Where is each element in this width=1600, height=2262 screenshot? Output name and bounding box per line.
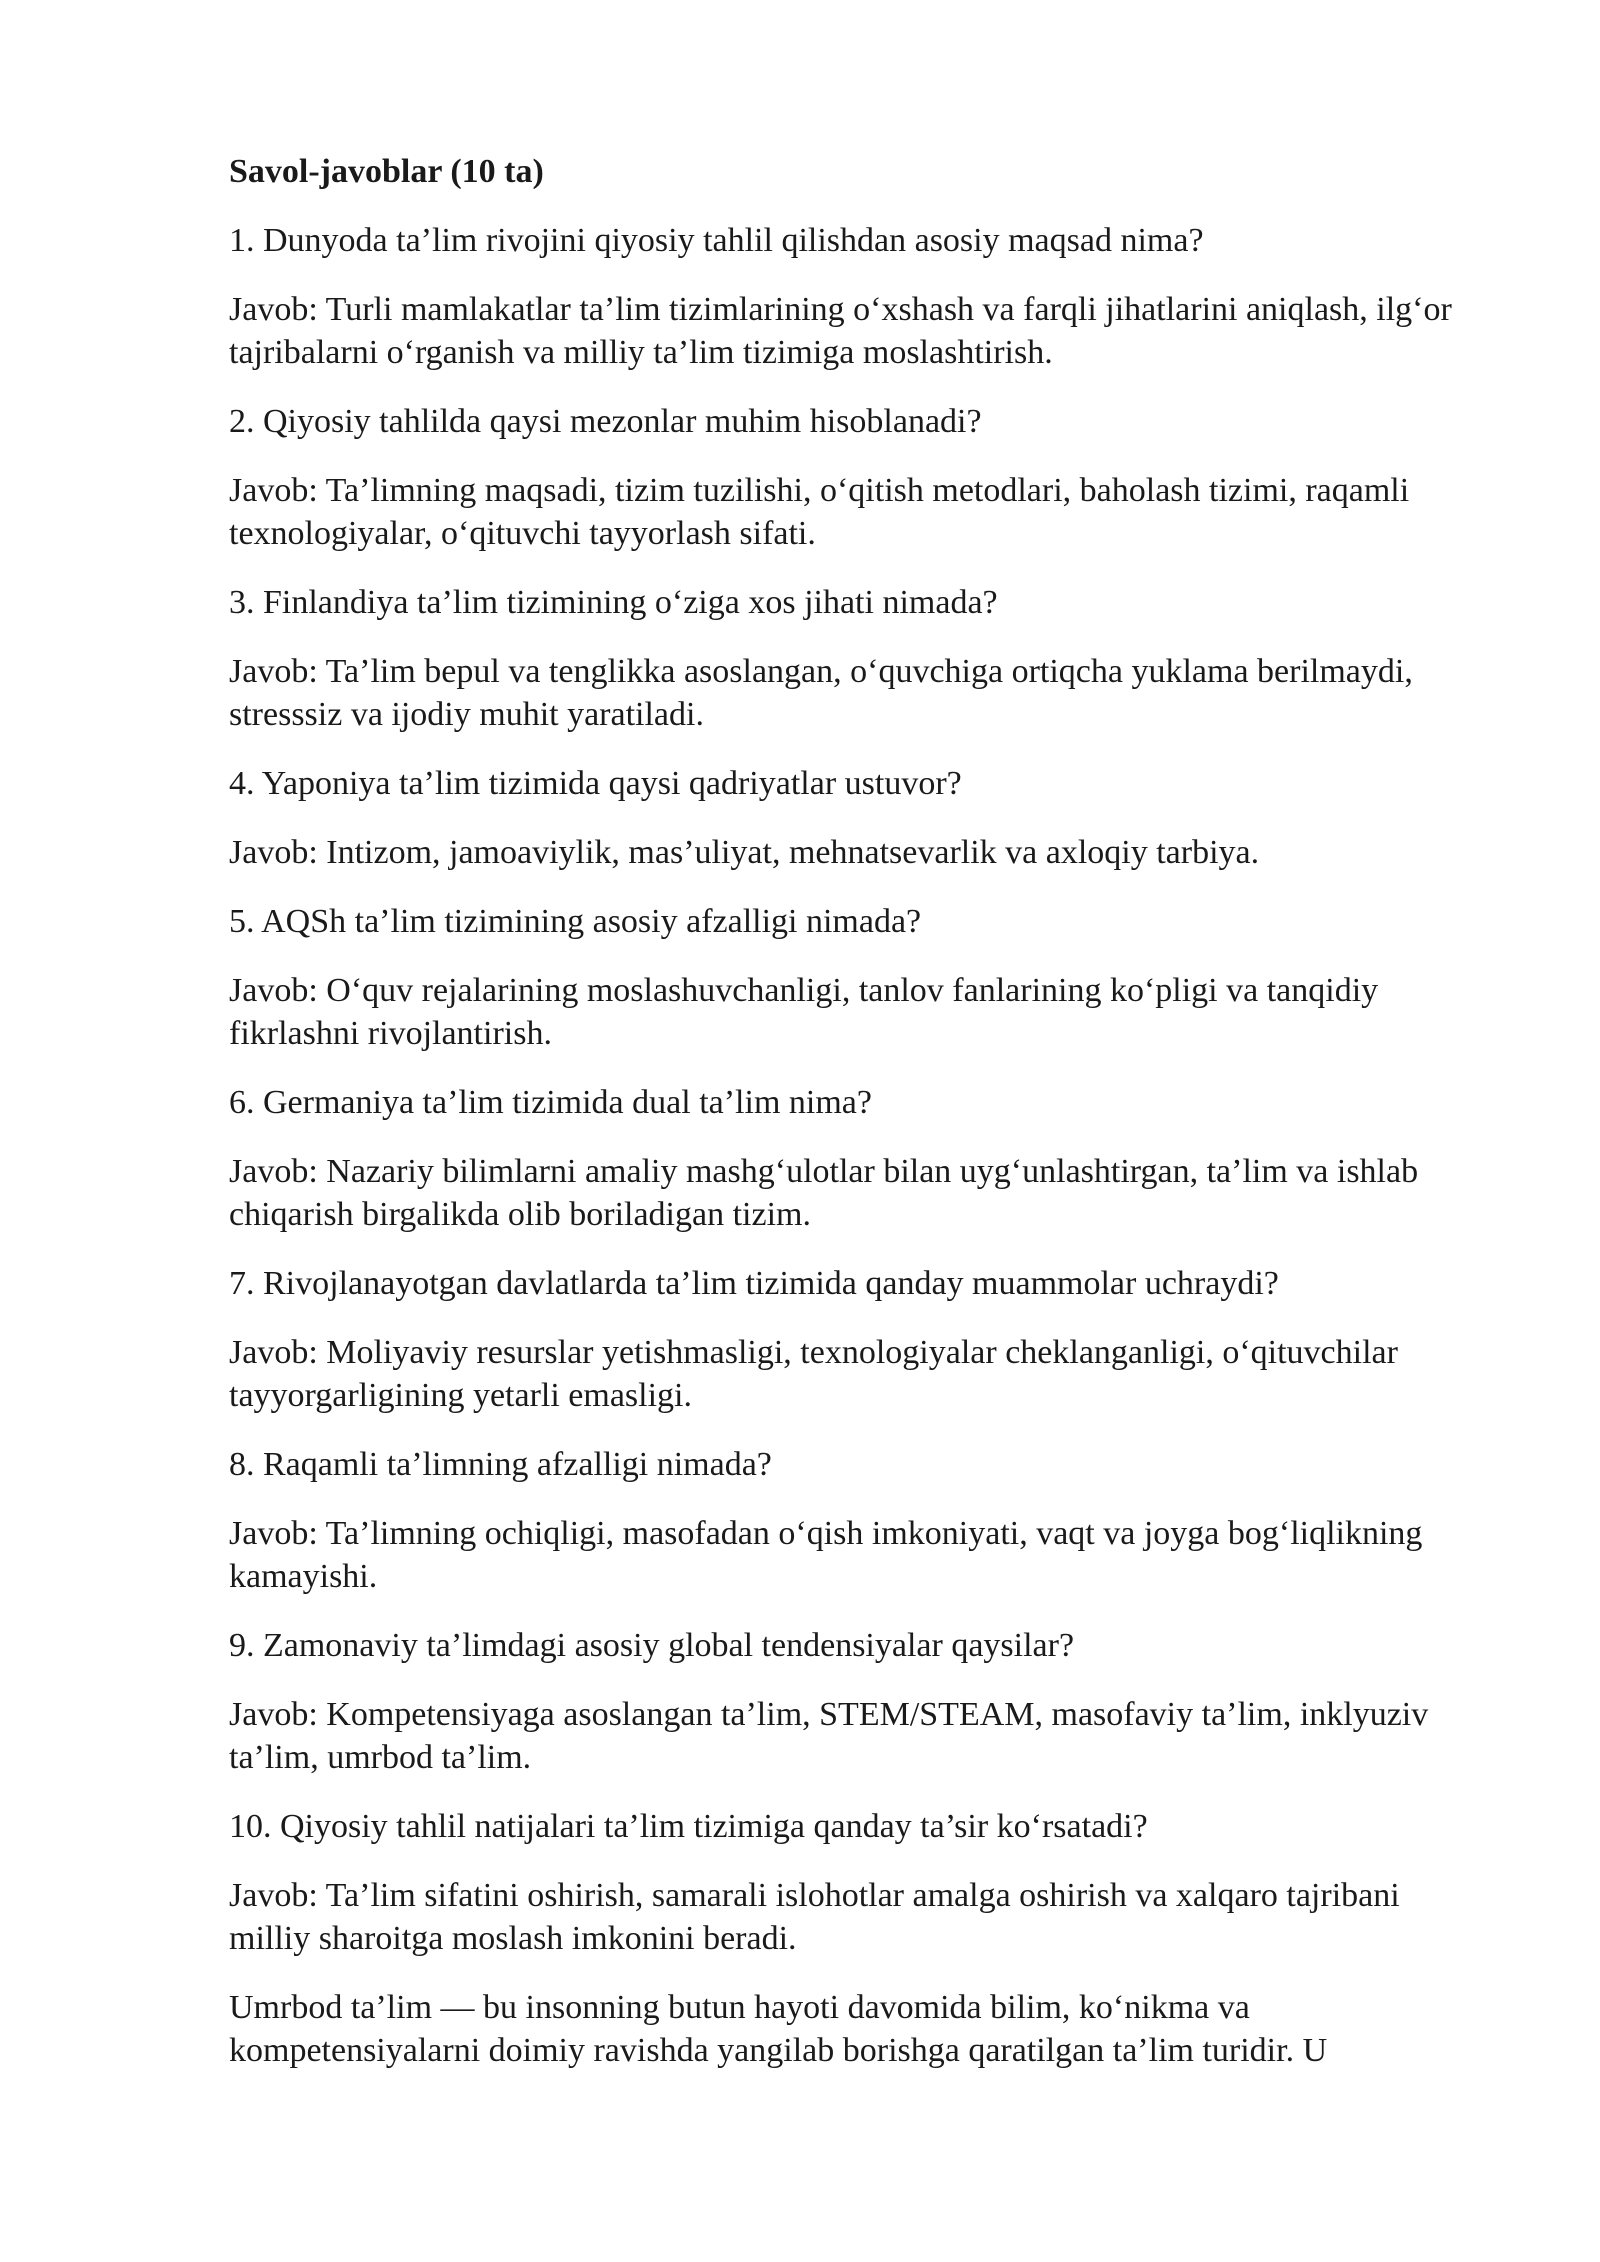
answer-text: Javob: Ta’lim bepul va tenglikka asoslangan, o‘quvchiga ortiqcha yuklama berilmaydi, stresssiz va ijodiy muhit yaratiladi. bbox=[229, 653, 1413, 733]
answer-text: Javob: Turli mamlakatlar ta’lim tizimlarining o‘xshash va farqli jihatlarini aniqlash, ilg‘or tajribalarni o‘rganish va milliy ta’lim tizimiga moslashtirish. bbox=[229, 291, 1452, 371]
document-body bbox=[229, 150, 1464, 2098]
qa-item bbox=[229, 900, 1464, 1055]
question-text: 9. Zamonaviy ta’limdagi asosiy global tendensiyalar qaysilar? bbox=[229, 1627, 1075, 1664]
answer-text: Javob: Nazariy bilimlarni amaliy mashg‘ulotlar bilan uyg‘unlashtirgan, ta’lim va ishlab chiqarish birgalikda olib boriladigan tizim. bbox=[229, 1153, 1419, 1233]
answer-text: Javob: Ta’limning maqsadi, tizim tuzilishi, o‘qitish metodlari, baholash tizimi, raqamli texnologiyalar, o‘qituvchi tayyorlash sifati. bbox=[229, 472, 1410, 552]
qa-item bbox=[229, 1624, 1464, 1779]
qa-item bbox=[229, 1262, 1464, 1417]
qa-item bbox=[229, 581, 1464, 736]
answer-text: Javob: Intizom, jamoaviylik, mas’uliyat, mehnatsevarlik va axloqiy tarbiya. bbox=[229, 834, 1260, 871]
qa-item bbox=[229, 400, 1464, 555]
question-text: 5. AQSh ta’lim tizimining asosiy afzalligi nimada? bbox=[229, 903, 922, 940]
question-text: 7. Rivojlanayotgan davlatlarda ta’lim tizimida qanday muammolar uchraydi? bbox=[229, 1265, 1279, 1302]
answer-text: Javob: Ta’lim sifatini oshirish, samarali islohotlar amalga oshirish va xalqaro tajribani milliy sharoitga moslash imkonini beradi. bbox=[229, 1877, 1400, 1957]
qa-item bbox=[229, 762, 1464, 874]
document-heading: Savol-javoblar (10 ta) bbox=[229, 153, 544, 190]
qa-item bbox=[229, 1805, 1464, 1960]
closing-paragraph: Umrbod ta’lim — bu insonning butun hayoti davomida bilim, ko‘nikma va kompetensiyalarni doimiy ravishda yangilab borishga qaratilgan ta’lim turidir. U bbox=[229, 1989, 1328, 2069]
qa-item bbox=[229, 1443, 1464, 1598]
answer-text: Javob: Ta’limning ochiqligi, masofadan o‘qish imkoniyati, vaqt va joyga bog‘liqlikning kamayishi. bbox=[229, 1515, 1423, 1595]
question-text: 10. Qiyosiy tahlil natijalari ta’lim tizimiga qanday ta’sir ko‘rsatadi? bbox=[229, 1808, 1148, 1845]
answer-text: Javob: Kompetensiyaga asoslangan ta’lim, STEM/STEAM, masofaviy ta’lim, inklyuziv ta’lim, umrbod ta’lim. bbox=[229, 1696, 1429, 1776]
qa-item bbox=[229, 1081, 1464, 1236]
question-text: 3. Finlandiya ta’lim tizimining o‘ziga xos jihati nimada? bbox=[229, 584, 998, 621]
answer-text: Javob: O‘quv rejalarining moslashuvchanligi, tanlov fanlarining ko‘pligi va tanqidiy fikrlashni rivojlantirish. bbox=[229, 972, 1379, 1052]
question-text: 2. Qiyosiy tahlilda qaysi mezonlar muhim hisoblanadi? bbox=[229, 403, 982, 440]
question-text: 4. Yaponiya ta’lim tizimida qaysi qadriyatlar ustuvor? bbox=[229, 765, 962, 802]
question-text: 1. Dunyoda ta’lim rivojini qiyosiy tahlil qilishdan asosiy maqsad nima? bbox=[229, 222, 1204, 259]
qa-item bbox=[229, 219, 1464, 374]
answer-text: Javob: Moliyaviy resurslar yetishmasligi, texnologiyalar cheklanganligi, o‘qituvchilar tayyorgarligining yetarli emasligi. bbox=[229, 1334, 1398, 1414]
question-text: 6. Germaniya ta’lim tizimida dual ta’lim nima? bbox=[229, 1084, 872, 1121]
question-text: 8. Raqamli ta’limning afzalligi nimada? bbox=[229, 1446, 772, 1483]
